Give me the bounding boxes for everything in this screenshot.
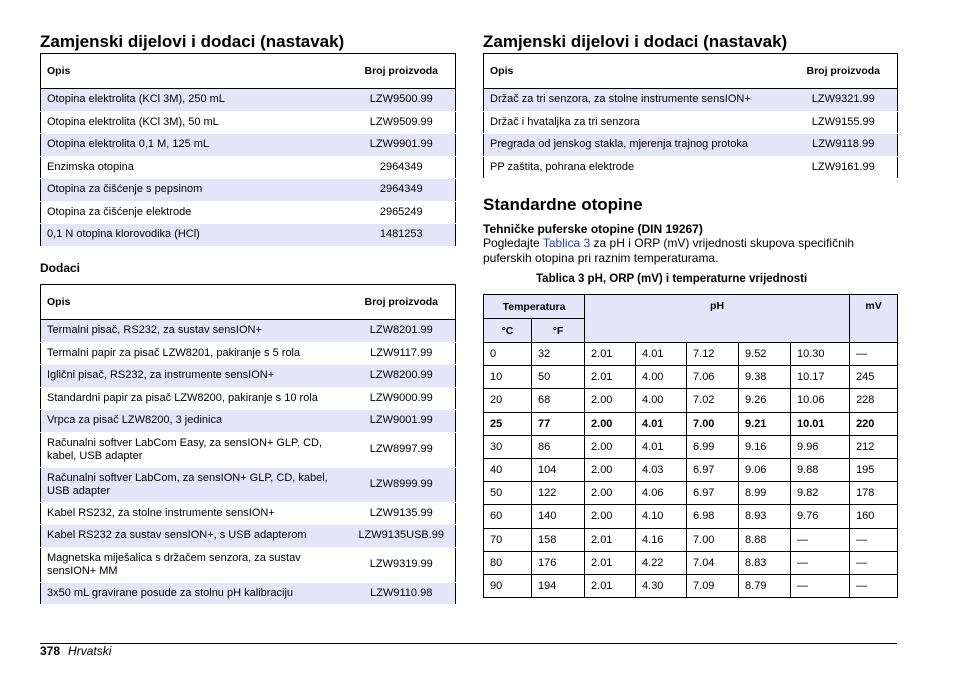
table-row [484, 111, 898, 134]
ph-cell: 2.00 [585, 389, 636, 412]
ph-cell: 77 [532, 412, 585, 435]
ph-cell: 7.09 [687, 574, 739, 597]
ph-cell: 4.03 [636, 458, 687, 481]
table-row [41, 525, 456, 548]
cell-broj: LZW8200.99 [348, 365, 456, 388]
ph-cell: 9.88 [791, 458, 850, 481]
cell-opis: Enzimska otopina [41, 156, 348, 179]
cell-opis: Kabel RS232, za stolne instrumente sensION+ [41, 502, 348, 525]
ph-cell: 8.88 [739, 528, 791, 551]
cell-opis: Držač i hvataljka za tri senzora [484, 111, 790, 134]
table-header-row [41, 54, 456, 89]
cell-broj: LZW9319.99 [348, 547, 456, 582]
ph-cell: 158 [532, 528, 585, 551]
ph-header-row [484, 295, 898, 319]
ph-cell: 2.00 [585, 482, 636, 505]
cell-opis: Pregrada od jenskog stakla, mjerenja trajnog protoka [484, 134, 790, 157]
ph-cell: 160 [850, 505, 898, 528]
ph-cell: 8.99 [739, 482, 791, 505]
ph-cell: 4.01 [636, 343, 687, 366]
ph-cell: 122 [532, 482, 585, 505]
ph-cell: 7.02 [687, 389, 739, 412]
table-3-link[interactable]: Tablica 3 [542, 236, 591, 250]
ph-cell: 2.01 [585, 366, 636, 389]
ph-table-row [484, 343, 898, 366]
ph-cell: 9.21 [739, 412, 791, 435]
header-opis: Opis [41, 285, 348, 320]
ph-table-row [484, 551, 898, 574]
ph-table-row [484, 505, 898, 528]
cell-broj: LZW9155.99 [790, 111, 898, 134]
ph-table-row [484, 389, 898, 412]
table-row [484, 134, 898, 157]
cell-broj: LZW9321.99 [790, 89, 898, 112]
ph-cell: 9.38 [739, 366, 791, 389]
ph-cell: 228 [850, 389, 898, 412]
table-row [41, 467, 456, 502]
ph-cell: 9.26 [739, 389, 791, 412]
table-header-row [41, 285, 456, 320]
table-row [41, 224, 456, 247]
table-row [41, 410, 456, 433]
ph-cell: 4.00 [636, 389, 687, 412]
table-header-row [484, 54, 898, 89]
parts-table-2 [40, 284, 456, 605]
table-row [41, 547, 456, 582]
ph-cell: 4.10 [636, 505, 687, 528]
table-row [41, 582, 456, 605]
ph-cell: 10 [484, 366, 532, 389]
ph-table-row [484, 528, 898, 551]
ph-cell: 9.96 [791, 435, 850, 458]
ph-cell: 245 [850, 366, 898, 389]
ph-cell: 194 [532, 574, 585, 597]
cell-broj: LZW8997.99 [348, 432, 456, 467]
cell-opis: Termalni papir za pisač LZW8201, pakiranje s 5 rola [41, 342, 348, 365]
ph-cell: 2.01 [585, 551, 636, 574]
header-broj: Broj proizvoda [348, 54, 456, 89]
cell-opis: Otopina za čišćenje elektrode [41, 201, 348, 224]
cell-broj: 2965249 [348, 201, 456, 224]
ph-cell: 60 [484, 505, 532, 528]
ph-cell: 2.01 [585, 528, 636, 551]
buffer-subheading: Tehničke puferske otopine (DIN 19267) [483, 222, 703, 236]
cell-broj: 2964349 [348, 156, 456, 179]
cell-opis: Kabel RS232 za sustav sensION+, s USB adapterom [41, 525, 348, 548]
ph-cell: 4.01 [636, 412, 687, 435]
ph-cell: 4.22 [636, 551, 687, 574]
cell-opis: Računalni softver LabCom, za sensION+ GLP, CD, kabel, USB adapter [41, 467, 348, 502]
cell-opis: Termalni pisač, RS232, za sustav sensION+ [41, 320, 348, 343]
table-row [41, 502, 456, 525]
table-row [41, 432, 456, 467]
footer-language: Hrvatski [68, 644, 112, 658]
ph-cell: 10.01 [791, 412, 850, 435]
header-mv: mV [850, 295, 898, 343]
cell-opis: Otopina elektrolita (KCl 3M), 250 mL [41, 89, 348, 112]
table-row [41, 111, 456, 134]
header-broj: Broj proizvoda [790, 54, 898, 89]
table-row [41, 89, 456, 112]
cell-broj: LZW9509.99 [348, 111, 456, 134]
ph-cell: 8.83 [739, 551, 791, 574]
ph-cell: 80 [484, 551, 532, 574]
cell-broj: LZW9500.99 [348, 89, 456, 112]
ph-cell: 0 [484, 343, 532, 366]
cell-opis: 0,1 N otopina klorovodika (HCl) [41, 224, 348, 247]
ph-cell: 2.00 [585, 458, 636, 481]
ph-cell: 2.01 [585, 574, 636, 597]
cell-opis: Vrpca za pisač LZW8200, 3 jedinica [41, 410, 348, 433]
ph-cell: 50 [532, 366, 585, 389]
ph-table-row [484, 482, 898, 505]
ph-cell: 220 [850, 412, 898, 435]
ph-cell: 4.30 [636, 574, 687, 597]
ph-cell: 9.16 [739, 435, 791, 458]
ph-cell: 9.06 [739, 458, 791, 481]
ph-cell: 2.01 [585, 343, 636, 366]
footer [40, 644, 111, 658]
header-ph: pH [585, 295, 850, 343]
ph-cell: 4.01 [636, 435, 687, 458]
ph-cell: — [850, 343, 898, 366]
ph-cell: 2.00 [585, 505, 636, 528]
ph-cell: 2.00 [585, 412, 636, 435]
cell-broj: LZW9110.98 [348, 582, 456, 605]
cell-opis: Iglični pisač, RS232, za instrumente sensION+ [41, 365, 348, 388]
ph-cell: 20 [484, 389, 532, 412]
footer-divider [40, 643, 897, 644]
cell-broj: LZW9901.99 [348, 134, 456, 157]
header-temperatura: Temperatura [484, 295, 585, 319]
ph-table-row [484, 366, 898, 389]
ph-cell: 68 [532, 389, 585, 412]
cell-broj: LZW8201.99 [348, 320, 456, 343]
ph-cell: 140 [532, 505, 585, 528]
cell-opis: Držač za tri senzora, za stolne instrumente sensION+ [484, 89, 790, 112]
ph-cell: 70 [484, 528, 532, 551]
cell-broj: 1481253 [348, 224, 456, 247]
table-row [484, 89, 898, 112]
ph-cell: 25 [484, 412, 532, 435]
ph-cell: 10.06 [791, 389, 850, 412]
ph-cell: — [850, 528, 898, 551]
ph-cell: 4.06 [636, 482, 687, 505]
parts-table-3 [483, 53, 898, 179]
ph-cell: — [791, 574, 850, 597]
ph-cell: 178 [850, 482, 898, 505]
cell-opis: Magnetska miješalica s držačem senzora, za sustav sensION+ MM [41, 547, 348, 582]
ph-cell: 9.82 [791, 482, 850, 505]
para-text-after: za pH i ORP (mV) vrijednosti skupova specifičnih puferskih otopina pri raznim temperaturama. [483, 236, 855, 265]
dodaci-subheading: Dodaci [40, 261, 81, 275]
ph-cell: 4.16 [636, 528, 687, 551]
cell-broj: LZW9001.99 [348, 410, 456, 433]
ph-cell: 7.00 [687, 528, 739, 551]
cell-broj: LZW9135.99 [348, 502, 456, 525]
cell-opis: PP zaštita, pohrana elektrode [484, 156, 790, 179]
intro-paragraph [483, 236, 893, 265]
cell-opis: Otopina za čišćenje s pepsinom [41, 179, 348, 202]
ph-table-row [484, 412, 898, 435]
table-row [484, 156, 898, 179]
cell-broj: LZW8999.99 [348, 467, 456, 502]
ph-cell: 104 [532, 458, 585, 481]
ph-cell: — [791, 551, 850, 574]
ph-cell: 7.00 [687, 412, 739, 435]
cell-broj: LZW9161.99 [790, 156, 898, 179]
ph-cell: 6.98 [687, 505, 739, 528]
header-fahrenheit: °F [532, 319, 585, 343]
table-row [41, 365, 456, 388]
table-row [41, 342, 456, 365]
page-number: 378 [40, 644, 61, 658]
ph-cell: 86 [532, 435, 585, 458]
header-opis: Opis [41, 54, 348, 89]
section-heading-standard-solutions: Standardne otopine [483, 195, 643, 214]
parts-table-1 [40, 53, 456, 247]
cell-broj: LZW9118.99 [790, 134, 898, 157]
header-opis: Opis [484, 54, 790, 89]
ph-cell: 6.97 [687, 482, 739, 505]
page-heading-right: Zamjenski dijelovi i dodaci (nastavak) [483, 32, 788, 51]
ph-cell: 195 [850, 458, 898, 481]
cell-broj: LZW9117.99 [348, 342, 456, 365]
cell-broj: LZW9000.99 [348, 387, 456, 410]
ph-table-row [484, 458, 898, 481]
page-heading-left: Zamjenski dijelovi i dodaci (nastavak) [40, 32, 345, 51]
table-row [41, 179, 456, 202]
ph-cell: 40 [484, 458, 532, 481]
ph-cell: 212 [850, 435, 898, 458]
ph-cell: 9.76 [791, 505, 850, 528]
cell-broj: 2964349 [348, 179, 456, 202]
table-row [41, 156, 456, 179]
ph-cell: 32 [532, 343, 585, 366]
ph-cell: 30 [484, 435, 532, 458]
table-row [41, 134, 456, 157]
ph-table [483, 294, 898, 598]
table-row [41, 387, 456, 410]
ph-cell: 7.12 [687, 343, 739, 366]
ph-cell: 9.52 [739, 343, 791, 366]
table-row [41, 320, 456, 343]
ph-cell: 10.30 [791, 343, 850, 366]
ph-cell: 6.99 [687, 435, 739, 458]
ph-cell: 7.06 [687, 366, 739, 389]
table-caption: Tablica 3 pH, ORP (mV) i temperaturne vrijednosti [536, 273, 808, 285]
ph-cell: 50 [484, 482, 532, 505]
ph-cell: — [850, 574, 898, 597]
ph-cell: 10.17 [791, 366, 850, 389]
ph-cell: 8.93 [739, 505, 791, 528]
cell-opis: Otopina elektrolita 0,1 M, 125 mL [41, 134, 348, 157]
cell-broj: LZW9135USB.99 [348, 525, 456, 548]
ph-cell: 4.00 [636, 366, 687, 389]
ph-cell: 7.04 [687, 551, 739, 574]
ph-cell: 8.79 [739, 574, 791, 597]
ph-cell: 176 [532, 551, 585, 574]
cell-opis: Računalni softver LabCom Easy, za sensION+ GLP, CD, kabel, USB adapter [41, 432, 348, 467]
ph-table-row [484, 435, 898, 458]
cell-opis: Standardni papir za pisač LZW8200, pakiranje s 10 rola [41, 387, 348, 410]
para-text-before: Pogledajte [483, 236, 543, 250]
ph-cell: 90 [484, 574, 532, 597]
ph-cell: 6.97 [687, 458, 739, 481]
ph-table-row [484, 574, 898, 597]
ph-cell: — [850, 551, 898, 574]
cell-opis: 3x50 mL gravirane posude za stolnu pH kalibraciju [41, 582, 348, 605]
header-broj: Broj proizvoda [348, 285, 456, 320]
ph-cell: — [791, 528, 850, 551]
ph-cell: 2.00 [585, 435, 636, 458]
cell-opis: Otopina elektrolita (KCl 3M), 50 mL [41, 111, 348, 134]
table-row [41, 201, 456, 224]
header-celsius: °C [484, 319, 532, 343]
